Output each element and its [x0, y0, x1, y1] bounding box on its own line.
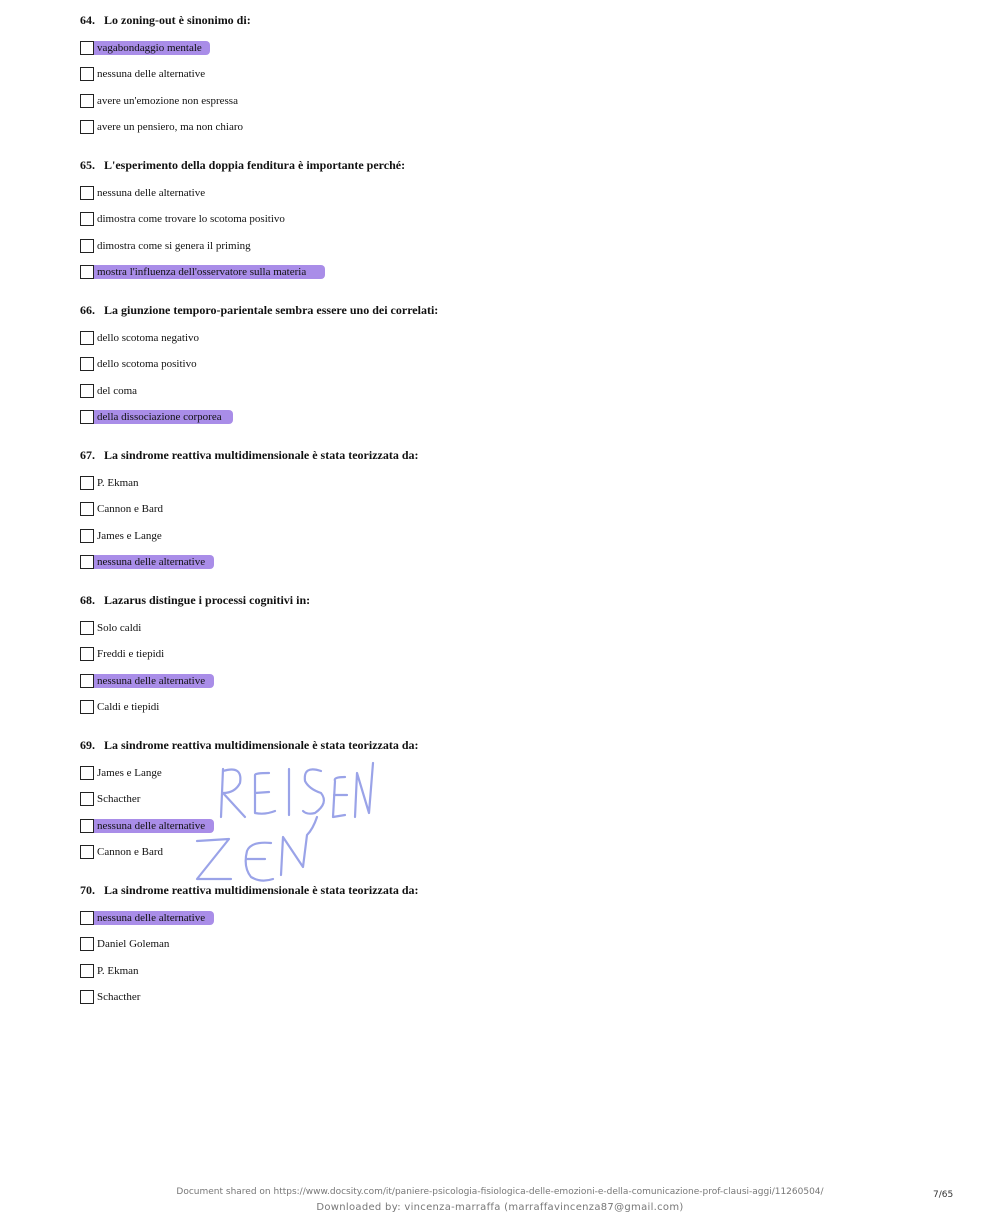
answer-label: James e Lange — [97, 766, 162, 779]
footer-shared-notice: Document shared on https://www.docsity.com/it/paniere-psicologia-fisiologica-delle-emozioni-e-della-comunicazione-prof-clausi-aggi/11260504/ — [176, 1187, 824, 1197]
question-text: La sindrome reattiva multidimensionale è stata teorizzata da: — [104, 883, 419, 897]
answer-option[interactable] — [80, 963, 900, 979]
answer-label: nessuna delle alternative — [97, 819, 206, 832]
answer-label: dello scotoma positivo — [97, 358, 197, 370]
answer-label: avere un pensiero, ma non chiaro — [97, 121, 243, 133]
answer-label: nessuna delle alternative — [97, 911, 206, 924]
answer-label: avere un'emozione non espressa — [97, 94, 238, 107]
answer-label: P. Ekman — [97, 476, 139, 489]
answer-label: Daniel Goleman — [97, 938, 170, 950]
answer-checkbox[interactable] — [80, 845, 94, 859]
question-number: 69. — [80, 738, 95, 752]
answer-label: Caldi e tiepidi — [97, 701, 160, 713]
answer-checkbox[interactable] — [80, 239, 94, 253]
answer-label: nessuna delle alternative — [97, 68, 206, 80]
answer-option[interactable] — [80, 211, 900, 227]
question-67 — [80, 446, 900, 570]
question-title — [80, 156, 900, 174]
ink-stroke — [333, 777, 347, 817]
handwritten-annotation — [185, 755, 385, 895]
answer-checkbox[interactable] — [80, 674, 94, 688]
question-text: L'esperimento della doppia fenditura è importante perché: — [104, 158, 406, 172]
answer-checkbox[interactable] — [80, 647, 94, 661]
answer-checkbox[interactable] — [80, 186, 94, 200]
answer-option[interactable] — [80, 185, 900, 201]
question-text: La giunzione temporo-parientale sembra essere uno dei correlati: — [104, 303, 439, 317]
answer-option[interactable] — [80, 528, 900, 544]
answer-checkbox[interactable] — [80, 120, 94, 134]
answer-label: mostra l'influenza dell'osservatore sulla materia — [97, 266, 307, 278]
ink-stroke — [255, 773, 275, 814]
answer-option[interactable] — [80, 699, 900, 715]
question-70 — [80, 881, 900, 1005]
question-number: 67. — [80, 448, 95, 462]
question-number: 64. — [80, 13, 95, 27]
answer-label: nessuna delle alternative — [97, 556, 206, 568]
answer-option[interactable] — [80, 646, 900, 662]
answer-label: Freddi e tiepidi — [97, 648, 165, 660]
answer-option[interactable] — [80, 910, 900, 926]
answer-label: vagabondaggio mentale — [97, 41, 202, 54]
question-number: 66. — [80, 303, 95, 317]
ink-stroke — [355, 763, 373, 817]
answer-label: P. Ekman — [97, 964, 139, 977]
answer-checkbox[interactable] — [80, 766, 94, 780]
question-title — [80, 736, 900, 754]
answer-label: nessuna delle alternative — [97, 674, 206, 687]
answer-checkbox[interactable] — [80, 67, 94, 81]
answer-label: dimostra come si genera il priming — [97, 239, 251, 252]
question-text: Lazarus distingue i processi cognitivi in: — [104, 593, 311, 607]
answer-option[interactable] — [80, 119, 900, 135]
answer-option[interactable] — [80, 330, 900, 346]
question-title — [80, 591, 900, 609]
question-number: 70. — [80, 883, 95, 897]
question-64 — [80, 11, 900, 135]
answer-checkbox[interactable] — [80, 212, 94, 226]
answer-checkbox[interactable] — [80, 937, 94, 951]
question-number: 65. — [80, 158, 95, 172]
question-66 — [80, 301, 900, 425]
answer-checkbox[interactable] — [80, 502, 94, 516]
answer-checkbox[interactable] — [80, 792, 94, 806]
question-title — [80, 11, 900, 29]
answer-option[interactable] — [80, 475, 900, 491]
answer-option[interactable] — [80, 501, 900, 517]
answer-label: della dissociazione corporea — [97, 411, 222, 423]
answer-label: nessuna delle alternative — [97, 186, 206, 199]
answer-option[interactable] — [80, 989, 900, 1005]
answer-option[interactable] — [80, 264, 900, 280]
answer-label: Schacther — [97, 991, 141, 1003]
answer-checkbox[interactable] — [80, 911, 94, 925]
answer-option[interactable] — [80, 409, 900, 425]
answer-label: James e Lange — [97, 529, 162, 542]
answer-checkbox[interactable] — [80, 990, 94, 1004]
answer-option[interactable] — [80, 554, 900, 570]
question-text: La sindrome reattiva multidimensionale è stata teorizzata da: — [104, 738, 419, 752]
question-68 — [80, 591, 900, 715]
answer-label: dello scotoma negativo — [97, 331, 200, 344]
answer-option[interactable] — [80, 620, 900, 636]
answer-option[interactable] — [80, 66, 900, 82]
answer-checkbox[interactable] — [80, 476, 94, 490]
question-text: La sindrome reattiva multidimensionale è stata teorizzata da: — [104, 448, 419, 462]
answer-label: Cannon e Bard — [97, 846, 163, 858]
answer-checkbox[interactable] — [80, 621, 94, 635]
question-number: 68. — [80, 593, 95, 607]
answer-option[interactable] — [80, 356, 900, 372]
ink-stroke — [197, 839, 231, 879]
answer-checkbox[interactable] — [80, 384, 94, 398]
ink-stroke — [221, 769, 245, 817]
question-title — [80, 301, 900, 319]
ink-stroke — [246, 843, 273, 881]
answer-checkbox[interactable] — [80, 41, 94, 55]
question-title — [80, 446, 900, 464]
answer-option[interactable] — [80, 40, 900, 56]
answer-option[interactable] — [80, 383, 900, 399]
question-text: Lo zoning-out è sinonimo di: — [104, 13, 251, 27]
answer-checkbox[interactable] — [80, 331, 94, 345]
answer-checkbox[interactable] — [80, 964, 94, 978]
footer-downloaded-by: Downloaded by: vincenza-marraffa (marraffavincenza87@gmail.com) — [316, 1202, 684, 1213]
answer-option[interactable] — [80, 936, 900, 952]
answer-label: Solo caldi — [97, 621, 142, 634]
answer-option[interactable] — [80, 673, 900, 689]
answer-checkbox[interactable] — [80, 357, 94, 371]
answer-checkbox[interactable] — [80, 529, 94, 543]
answer-checkbox[interactable] — [80, 819, 94, 833]
answer-checkbox[interactable] — [80, 265, 94, 279]
answer-option[interactable] — [80, 93, 900, 109]
answer-checkbox[interactable] — [80, 700, 94, 714]
page-number: 7/65 — [933, 1190, 954, 1200]
question-65 — [80, 156, 900, 280]
answer-checkbox[interactable] — [80, 410, 94, 424]
answer-checkbox[interactable] — [80, 555, 94, 569]
ink-stroke — [281, 817, 317, 875]
answer-label: del coma — [97, 384, 138, 397]
answer-label: Schacther — [97, 793, 141, 805]
answer-label: dimostra come trovare lo scotoma positivo — [97, 213, 285, 225]
answer-checkbox[interactable] — [80, 94, 94, 108]
answer-option[interactable] — [80, 238, 900, 254]
ink-stroke — [303, 769, 324, 813]
answer-option[interactable] — [80, 818, 900, 834]
answer-label: Cannon e Bard — [97, 503, 163, 515]
